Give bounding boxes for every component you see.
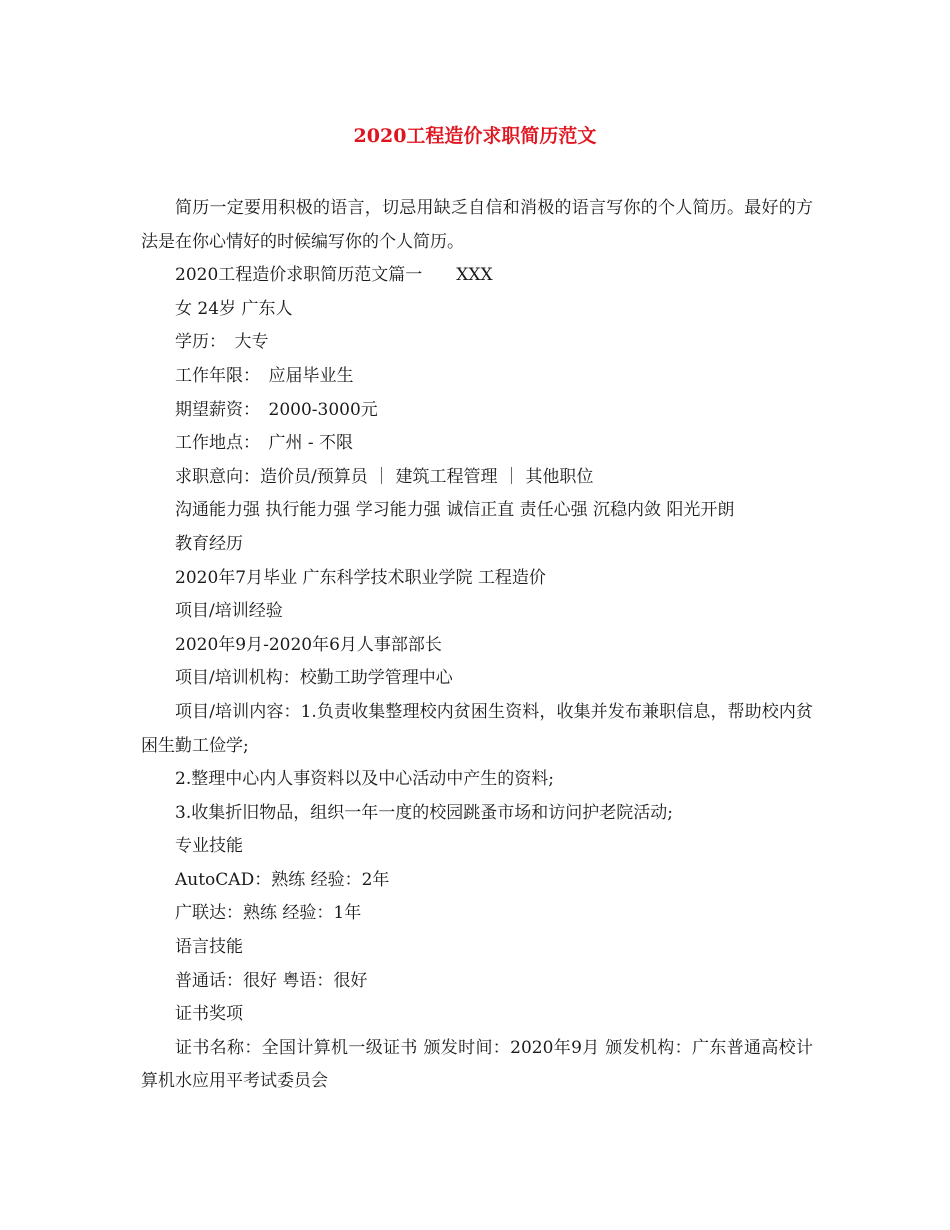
project-organization-line: 项目/培训机构：校勤工助学管理中心 <box>175 668 453 689</box>
resume-heading-line: 2020工程造价求职简历范文篇一 XXX <box>175 265 493 286</box>
strengths-line: 沟通能力强 执行能力强 学习能力强 诚信正直 责任心强 沉稳内敛 阳光开朗 <box>175 500 735 521</box>
language-skills-line: 普通话：很好 粤语：很好 <box>175 970 368 991</box>
project-period-line: 2020年9月-2020年6月人事部部长 <box>175 634 442 655</box>
job-intention-line: 求职意向：造价员/预算员 ｜ 建筑工程管理 ｜ 其他职位 <box>175 466 594 487</box>
language-section-heading: 语言技能 <box>175 937 243 958</box>
education-level-line: 学历： 大专 <box>175 332 269 353</box>
certificate-entry: 证书名称：全国计算机一级证书 颁发时间：2020年9月 颁发机构：广东普通高校计算机水应用平考试委员会 <box>141 1037 813 1092</box>
work-location-line: 工作地点： 广州 - 不限 <box>175 433 354 454</box>
skills-section-heading: 专业技能 <box>175 836 243 857</box>
project-section-heading: 项目/培训经验 <box>175 601 283 622</box>
education-entry: 2020年7月毕业 广东科学技术职业学院 工程造价 <box>175 567 546 588</box>
skill-glodon-line: 广联达：熟练 经验：1年 <box>175 903 362 924</box>
project-content-line: 项目/培训内容：1.负责收集整理校内贫困生资料，收集并发布兼职信息，帮助校内贫困生勤工俭学; <box>141 701 813 756</box>
work-years-line: 工作年限： 应届毕业生 <box>175 365 354 386</box>
expected-salary-line: 期望薪资： 2000-3000元 <box>175 399 378 420</box>
project-content-item-2: 2.整理中心内人事资料以及中心活动中产生的资料; <box>175 769 554 790</box>
skill-autocad-line: AutoCAD：熟练 经验：2年 <box>175 869 390 890</box>
education-section-heading: 教育经历 <box>175 533 243 554</box>
personal-info-line: 女 24岁 广东人 <box>175 298 293 319</box>
intro-paragraph: 简历一定要用积极的语言，切忌用缺乏自信和消极的语言写你的个人简历。最好的方法是在你心情好的时候编写你的个人简历。 <box>141 198 813 252</box>
project-content-item-3: 3.收集折旧物品，组织一年一度的校园跳蚤市场和访问护老院活动; <box>175 802 673 823</box>
certificates-section-heading: 证书奖项 <box>175 1004 243 1025</box>
document-title: 2020工程造价求职简历范文 <box>353 125 597 147</box>
document-body <box>141 192 813 1099</box>
